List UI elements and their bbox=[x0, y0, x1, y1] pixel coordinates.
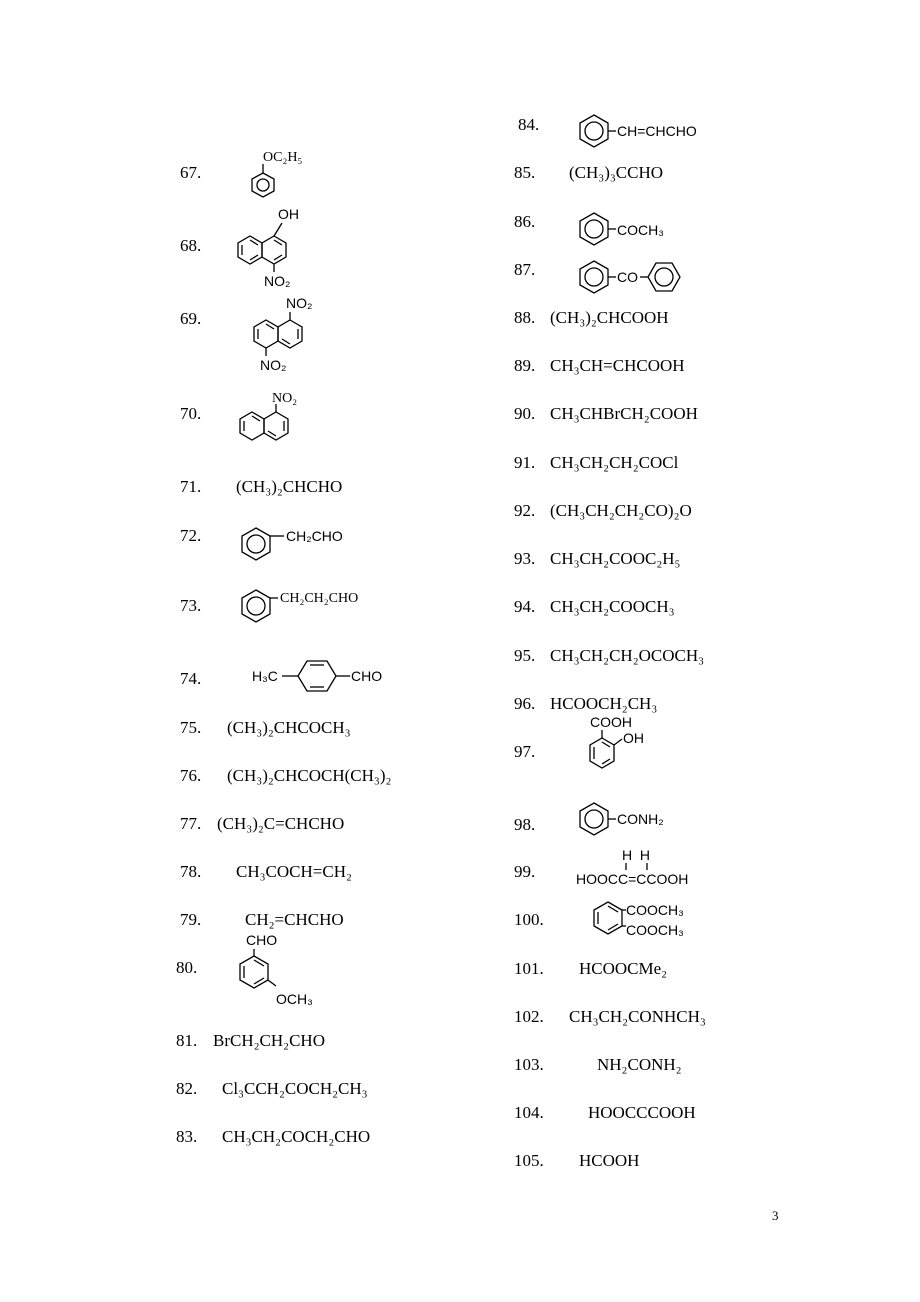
structure-70 bbox=[238, 390, 318, 446]
formula: CH₂=CHCHO bbox=[245, 910, 344, 929]
structure-label: CH₂CHO bbox=[286, 528, 343, 544]
item-number: 82. bbox=[176, 1079, 198, 1098]
item-number: 91. bbox=[514, 453, 536, 472]
formula: CH₃CH₂COOCH₃ bbox=[550, 597, 675, 616]
formula: (CH₃)₂CHCOOH bbox=[550, 308, 669, 327]
structure-label-bottom: NO₂ bbox=[264, 273, 291, 289]
structure-label-top: CHO bbox=[246, 932, 278, 948]
formula: CH₃CH₂COOC₂H₅ bbox=[550, 549, 681, 568]
item-number: 87. bbox=[514, 260, 536, 279]
item-number: 67. bbox=[180, 163, 202, 182]
formula: Cl₃CCH₂COCH₂CH₃ bbox=[222, 1079, 368, 1098]
formula: HCOOCH₂CH₃ bbox=[550, 694, 658, 713]
structure-86 bbox=[576, 210, 696, 250]
formula: (CH₃CH₂CH₂CO)₂O bbox=[550, 501, 692, 520]
formula: HOOCCCOOH bbox=[588, 1103, 696, 1122]
structure-label-right: CHO bbox=[351, 668, 383, 684]
structure-99 bbox=[574, 846, 714, 888]
item-number: 69. bbox=[180, 309, 202, 328]
item-number: 76. bbox=[180, 766, 202, 785]
formula: CH₃CHBrCH₂COOH bbox=[550, 404, 698, 423]
item-number: 104. bbox=[514, 1103, 544, 1122]
page-number: 3 bbox=[772, 1208, 779, 1223]
structure-label-left: H₃C bbox=[252, 668, 278, 684]
item-number: 94. bbox=[514, 597, 536, 616]
structure-73 bbox=[238, 584, 388, 628]
item-number: 105. bbox=[514, 1151, 544, 1170]
item-number: 99. bbox=[514, 862, 536, 881]
item-number: 97. bbox=[514, 742, 536, 761]
item-number: 90. bbox=[514, 404, 536, 423]
structure-label-right: OH bbox=[623, 730, 644, 746]
structure-100 bbox=[588, 896, 718, 944]
item-number: 71. bbox=[180, 477, 202, 496]
structure-label-bottom: COOCH₃ bbox=[626, 922, 684, 938]
formula: BrCH₂CH₂CHO bbox=[213, 1031, 325, 1050]
item-number: 77. bbox=[180, 814, 202, 833]
structure-69 bbox=[252, 292, 332, 376]
structure-label: NO₂ bbox=[272, 391, 298, 406]
item-number: 80. bbox=[176, 958, 198, 977]
structure-label: CONH₂ bbox=[617, 811, 664, 827]
structure-80 bbox=[232, 930, 342, 1012]
structure-87 bbox=[576, 258, 716, 298]
structure-97 bbox=[574, 712, 674, 780]
item-number: 95. bbox=[514, 646, 536, 665]
structure-84 bbox=[576, 112, 736, 152]
structure-label-top: NO₂ bbox=[286, 295, 313, 311]
formula: CH₃COCH=CH₂ bbox=[236, 862, 352, 881]
item-number: 103. bbox=[514, 1055, 544, 1074]
formula: CH₃CH₂CH₂OCOCH₃ bbox=[550, 646, 705, 665]
item-number: 79. bbox=[180, 910, 202, 929]
structure-label: OC₂H₅ bbox=[263, 150, 303, 165]
structure-label-bottom: NO₂ bbox=[260, 357, 287, 373]
structure-label-top: OH bbox=[278, 206, 299, 222]
structure-label: CH₂CH₂CHO bbox=[280, 591, 359, 606]
structure-label-top: COOCH₃ bbox=[626, 902, 684, 918]
structure-label-top: H H bbox=[622, 847, 650, 863]
formula: (CH₃)₂CHCOCH₃ bbox=[227, 718, 351, 737]
item-number: 102. bbox=[514, 1007, 544, 1026]
formula: CH₃CH₂CH₂COCl bbox=[550, 453, 679, 472]
formula: CH₃CH=CHCOOH bbox=[550, 356, 685, 375]
item-number: 72. bbox=[180, 526, 202, 545]
item-number: 81. bbox=[176, 1031, 198, 1050]
formula: HCOOH bbox=[579, 1151, 640, 1170]
structure-label: COCH₃ bbox=[617, 222, 664, 238]
structure-label-top: COOH bbox=[590, 714, 632, 730]
formula: (CH₃)₂CHCHO bbox=[236, 477, 343, 496]
structure-label-bottom: OCH₃ bbox=[276, 991, 313, 1007]
structure-98 bbox=[576, 800, 696, 840]
item-number: 86. bbox=[514, 212, 536, 231]
formula: NH₂CONH₂ bbox=[597, 1055, 682, 1074]
structure-67 bbox=[250, 148, 320, 204]
item-number: 92. bbox=[514, 501, 536, 520]
item-number: 75. bbox=[180, 718, 202, 737]
structure-label: CH=CHCHO bbox=[617, 123, 697, 139]
formula: (CH₃)₂C=CHCHO bbox=[217, 814, 345, 833]
structure-label: HOOCC=CCOOH bbox=[576, 871, 689, 887]
item-number: 100. bbox=[514, 910, 544, 929]
structure-74 bbox=[250, 654, 400, 702]
item-number: 68. bbox=[180, 236, 202, 255]
item-number: 74. bbox=[180, 669, 202, 688]
item-number: 85. bbox=[514, 163, 536, 182]
formula: HCOOCMe₂ bbox=[579, 959, 668, 978]
item-number: 93. bbox=[514, 549, 536, 568]
formula: CH₃CH₂COCH₂CHO bbox=[222, 1127, 371, 1146]
formula: (CH₃)₃CCHO bbox=[569, 163, 664, 182]
structure-label: CO bbox=[617, 269, 638, 285]
item-number: 84. bbox=[518, 115, 540, 134]
structure-72 bbox=[238, 522, 358, 566]
item-number: 83. bbox=[176, 1127, 198, 1146]
item-number: 101. bbox=[514, 959, 544, 978]
item-number: 89. bbox=[514, 356, 536, 375]
item-number: 88. bbox=[514, 308, 536, 327]
formula: (CH₃)₂CHCOCH(CH₃)₂ bbox=[227, 766, 392, 785]
item-number: 78. bbox=[180, 862, 202, 881]
formula: CH₃CH₂CONHCH₃ bbox=[569, 1007, 706, 1026]
item-number: 73. bbox=[180, 596, 202, 615]
structure-68 bbox=[236, 206, 316, 290]
item-number: 96. bbox=[514, 694, 536, 713]
item-number: 98. bbox=[514, 815, 536, 834]
item-number: 70. bbox=[180, 404, 202, 423]
